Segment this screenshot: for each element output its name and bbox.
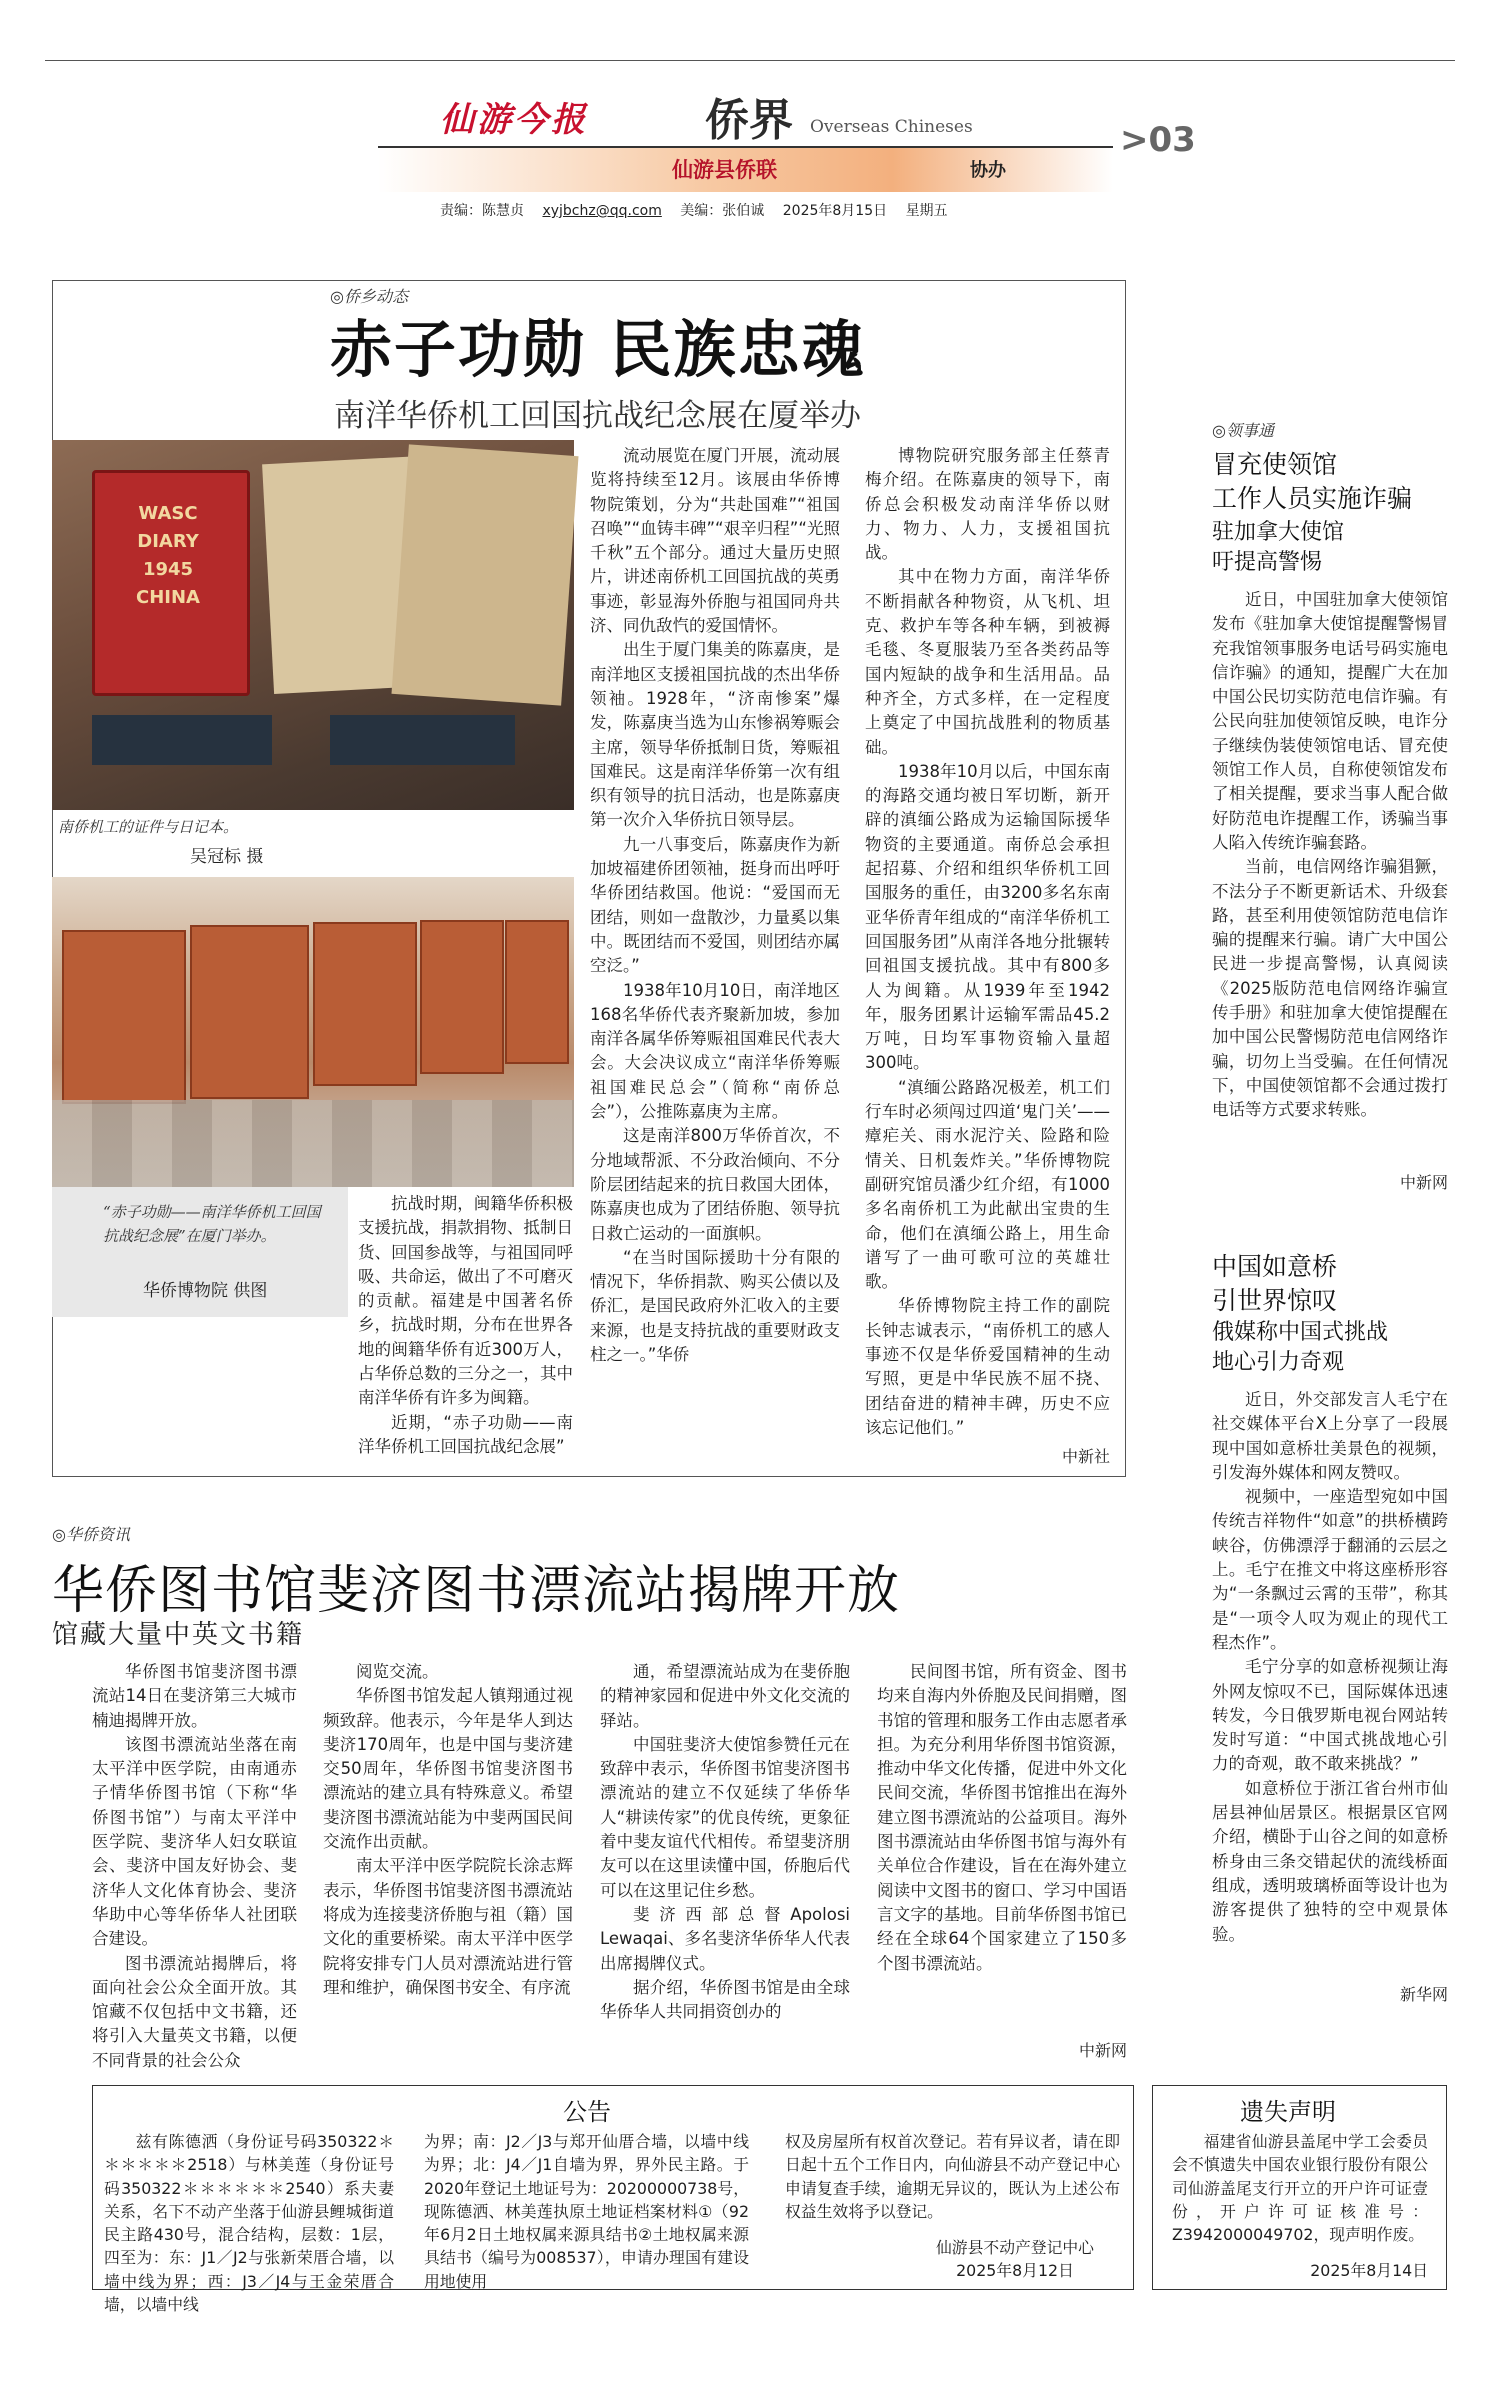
editor-email: xyjbchz@qq.com: [542, 203, 662, 219]
section-title: 侨界: [705, 95, 793, 146]
paragraph: 图书漂流站揭牌后，将面向社会公众全面开放。其馆藏不仅包括中文书籍，还将引入大量英文书籍，以便不同背景的社会公众: [92, 1953, 297, 2070]
paragraph: 当前，电信网络诈骗猖獗，不法分子不断更新话术、升级套路，甚至利用使领馆防范电信诈骗的提醒来行骗。请广大中国公民进一步提高警惕，认真阅读《2025版防范电信网络诈骗宣传手册》和驻加拿大使馆提醒在加中国公民警惕防范电信网络诈骗，切勿上当受骗。在任何情况下，中国使领馆都不会通过拨打电话等方式要求转账。: [1212, 857, 1448, 1120]
article2-rubric: ◎华侨资讯: [52, 1525, 130, 1544]
side2-source: 新华网: [1399, 1985, 1448, 2004]
paragraph: 华侨图书馆发起人镇翔通过视频致辞。他表示，今年是华人到达斐济170周年，也是中国与斐济建交50周年，华侨图书馆斐济图书漂流站的建立具有特殊意义。希望斐济图书漂流站能为中斐两国民间交流作出贡献。: [323, 1686, 573, 1852]
paragraph: 近日，外交部发言人毛宁在社交媒体平台X上分享了一段展现中国如意桥壮美景色的视频，引发海外媒体和网友赞叹。: [1212, 1390, 1448, 1482]
paragraph: 如意桥位于浙江省台州市仙居县神仙居景区。根据景区官网介绍，横卧于山谷之间的如意桥桥身由三条交错起伏的流线桥面组成，透明玻璃桥面等设计也为游客提供了独特的空中观景体验。: [1212, 1778, 1448, 1944]
paragraph: 毛宁分享的如意桥视频让海外网友惊叹不已，国际媒体迅速转发，今日俄罗斯电视台网站转发时写道：“中国式挑战地心引力的奇观，敢不敢来挑战？”: [1212, 1657, 1448, 1774]
paragraph: 视频中，一座造型宛如中国传统吉祥物件“如意”的拱桥横跨峡谷，仿佛漂浮于翻涌的云层之上。毛宁在推文中将这座桥形容为“一条飘过云霄的玉带”，称其是“一项令人叹为观止的现代工程杰作”。: [1212, 1487, 1448, 1652]
paragraph: 中国驻斐济大使馆参赞任元在致辞中表示，华侨图书馆斐济图书漂流站的建立不仅延续了华侨华人“耕读传家”的优良传统，更象征着中斐友谊代代相传。希望斐济朋友可以在这里读懂中国，侨胞后代可以在这里记住乡愁。: [600, 1734, 850, 1900]
exhibit-panel: [505, 920, 569, 1064]
side2-subtitle: 俄媒称中国式挑战 地心引力奇观: [1212, 1320, 1389, 1375]
exhibit-label: [330, 715, 515, 765]
paragraph: 博物院研究服务部主任蔡青梅介绍。在陈嘉庚的领导下，南侨总会积极发动南洋华侨以财力、物力、人力，支援祖国抗战。: [865, 446, 1110, 563]
document-paper: [391, 444, 578, 705]
lost-notice-body: 福建省仙游县盖尾中学工会委员会不慎遗失中国农业银行股份有限公司仙游盖尾支行开立的开户许可证壹份，开户许可证核准号：Z3942000049702，现声明作废。: [1172, 2132, 1428, 2245]
article2-col2: [323, 1660, 573, 2000]
side1-source: 中新网: [1399, 1173, 1448, 1192]
paragraph: 斐济西部总督Apolosi Lewaqai、多名斐济华侨华人代表出席揭牌仪式。: [600, 1904, 850, 1973]
paragraph: 该图书漂流站坐落在南太平洋中医学院，由南通赤子情华侨图书馆（下称“华侨图书馆”）与南太平洋中医学院、斐济华人妇女联谊会、斐济中国友好协会、斐济华人文化体育协会、斐济华助中心等华侨华人社团联合建设。: [92, 1734, 297, 1949]
page-number: >03: [1120, 120, 1196, 160]
exhibit-floor: [52, 1100, 574, 1187]
article1-col2: [590, 444, 840, 1464]
issue-weekday: 星期五: [905, 203, 948, 219]
diary-cover-text: WASC DIARY 1945 CHINA: [136, 503, 200, 608]
notice-col2: 为界；南：J2／J3与郑开仙厝合墙，以墙中线为界；北：J4／J1自墙为界，界外民主路。于2020年登记土地证号为：20200000738号，现陈德洒、林美莲执原土地证档案材料①（92年6月2日土地权属来源具结书②土地权属来源具结书（编号为008537），申请办理国有建设用地使用: [424, 2132, 749, 2291]
page-number-value: 03: [1148, 120, 1196, 160]
exhibit-panel: [62, 930, 186, 1104]
article2-col1: [92, 1660, 297, 2073]
paragraph: 民间图书馆，所有资金、图书均来自海内外侨胞及民间捐赠，图书馆的管理和服务工作由志愿者承担。为充分利用华侨图书馆资源，推动中华文化传播，促进中外文化民间交流，华侨图书馆推出在海外建立图书漂流站的公益项目。海外图书漂流站由华侨图书馆与海外有关单位合作建设，旨在在海外建立阅读中文图书的窗口、学习中国语言文字的基地。目前华侨图书馆已经在全球64个国家建立了150多个图书漂流站。: [877, 1662, 1127, 1973]
paragraph: 出生于厦门集美的陈嘉庚，是南洋地区支援祖国抗战的杰出华侨领袖。1928年，“济南惨案”爆发，陈嘉庚当选为山东惨祸筹赈会主席，领导华侨抵制日货，筹赈祖国难民。这是南洋华侨第一次有组织有领导的抗日活动，也是陈嘉庚第一次介入华侨抗日领导层。: [590, 640, 840, 830]
paragraph: 流动展览在厦门开展，流动展览将持续至12月。该展由华侨博物院策划，分为“共赴国难”“祖国召唤”“血铸丰碑”“艰辛归程”“光照千秋”五个部分。通过大量历史照片，讲述南侨机工回国抗战的英勇事迹，彰显海外侨胞与祖国同舟共济、同仇敌忾的爱国情怀。: [590, 446, 840, 636]
side1-rubric: ◎领事通: [1212, 421, 1274, 440]
article2-title: 华侨图书馆斐济图书漂流站揭牌开放: [52, 1561, 901, 1621]
notice-col3: 权及房屋所有权首次登记。若有异议者，请在即日起十五个工作日内，向仙游县不动产登记中心申请复查手续，逾期无异议的，既认为上述公布权益生效将予以登记。: [785, 2132, 1120, 2221]
article1-col3: [865, 444, 1110, 1444]
paragraph: 通，希望漂流站成为在斐侨胞的精神家园和促进中外文化交流的驿站。: [600, 1662, 850, 1730]
side1-subtitle: 驻加拿大使馆 吁提高警惕: [1212, 520, 1345, 575]
paragraph: 九一八事变后，陈嘉庚作为新加坡福建侨团领袖，挺身而出呼吁华侨团结救国。他说：“爱国而无团结，则如一盘散沙，力量奚以集中。既团结而不爱国，则团结亦属空泛。”: [590, 834, 840, 976]
article1-col1: [358, 1192, 573, 1462]
paragraph: 南太平洋中医学院院长涂志辉表示，华侨图书馆斐济图书漂流站将成为连接斐济侨胞与祖（籍）国文化的重要桥梁。南太平洋中医学院将安排专门人员对漂流站进行管理和维护，确保图书安全、有序流: [323, 1856, 573, 1997]
photo1-caption: 南侨机工的证件与日记本。: [58, 818, 239, 836]
paragraph: 其中在物力方面，南洋华侨不断捐献各种物资，从飞机、坦克、救护车等各种车辆，到被褥毛毯、冬夏服装乃至各类药品等国内短缺的战争和生活用品。品种齐全，方式多样，在一定程度上奠定了中国抗战胜利的物质基础。: [865, 567, 1110, 757]
paragraph: 华侨博物院主持工作的副院长钟志诚表示，“南侨机工的感人事迹不仅是华侨爱国精神的生动写照，更是中华民族不屈不挠、团结奋进的精神丰碑，历史不应该忘记他们。”: [865, 1296, 1110, 1437]
paragraph: 抗战时期，闽籍华侨积极支援抗战，捐款捐物、抵制日货、回国参战等，与祖国同呼吸、共命运，做出了不可磨灭的贡献。福建是中国著名侨乡，抗战时期，分布在世界各地的闽籍华侨有近300万人，占华侨总数的三分之一，其中南洋华侨有许多为闽籍。: [358, 1194, 573, 1408]
notice-title: 公告: [563, 2098, 611, 2126]
article2-col4: [877, 1660, 1127, 1976]
co-organizer-label: 协办: [970, 160, 1006, 181]
side2-title: 中国如意桥 引世界惊叹: [1212, 1252, 1338, 1315]
photo2-credit: 华侨博物院 供图: [143, 1281, 268, 1301]
notice-col1: 兹有陈德洒（身份证号码350322＊＊＊＊＊＊2518）与林美莲（身份证号码350322＊＊＊＊＊＊2540）系夫妻关系，名下不动产坐落于仙游县鲤城街道民主路430号，混合结构，层数：1层，四至为：东：J1／J2与张新荣厝合墙，以墙中线为界；西：J3／J4与王金荣厝合墙，以墙中线: [104, 2132, 394, 2315]
paragraph: 1938年10月10日，南洋地区168名华侨代表齐聚新加坡，参加南洋各属华侨筹赈祖国难民代表大会。大会决议成立“南洋华侨筹赈祖国难民总会”（简称“南侨总会”），公推陈嘉庚为主席。: [590, 980, 840, 1122]
article2-col3: [600, 1660, 850, 2024]
photo1-credit: 吴冠标 摄: [190, 847, 264, 867]
paragraph: 据介绍，华侨图书馆是由全球华侨华人共同捐资创办的: [600, 1977, 850, 2022]
exhibit-label: [92, 715, 272, 765]
paper-name: 仙游今报: [440, 100, 588, 140]
section-title-en: Overseas Chineses: [810, 117, 973, 137]
co-organizer: 仙游县侨联: [672, 158, 777, 182]
issue-date: 2025年8月15日: [782, 203, 888, 219]
lost-notice-title: 遗失声明: [1240, 2098, 1336, 2126]
paragraph: 近期，“赤子功勋——南洋华侨机工回国抗战纪念展”: [358, 1412, 573, 1456]
exhibit-panel: [420, 920, 504, 1074]
paragraph: 阅览交流。: [356, 1662, 439, 1681]
side2-body: [1212, 1388, 1448, 1947]
paragraph: 这是南洋800万华侨首次，不分地域帮派、不分政治倾向、不分阶层团结起来的抗日救国大团体，陈嘉庚也成为了团结侨胞、领导抗日救亡运动的一面旗帜。: [590, 1126, 840, 1243]
editor: 责编：陈慧贞: [440, 203, 524, 219]
side1-title: 冒充使领馆 工作人员实施诈骗: [1212, 450, 1413, 513]
article1-subtitle: 南洋华侨机工回国抗战纪念展在厦举办: [334, 398, 861, 434]
editor-line: [440, 200, 962, 220]
lost-notice-date: 2025年8月14日: [1310, 2261, 1428, 2280]
designer: 美编：张伯诚: [680, 203, 765, 219]
article2-source: 中新网: [1078, 2041, 1127, 2060]
article2-subtitle: 馆藏大量中英文书籍: [52, 1620, 305, 1650]
side1-body: [1212, 588, 1448, 1123]
paragraph: 1938年10月以后，中国东南的海路交通均被日军切断，新开辟的滇缅公路成为运输国际援华物资的主要通道。南侨总会承担起招募、介绍和组织华侨机工回国服务的重任，由3200多名东南亚华侨青年组成的“南洋华侨机工回国服务团”从南洋各地分批辗转回祖国支援抗战。其中有800多人为闽籍。从1939年至1942年，服务团累计运输军需品45.2万吨，日均军事物资输入量超300吨。: [865, 761, 1110, 1073]
paragraph: 近日，中国驻加拿大使领馆发布《驻加拿大使馆提醒警惕冒充我馆领事服务电话号码实施电信诈骗》的通知，提醒广大在加中国公民切实防范电信诈骗。有公民向驻加使领馆反映，电诈分子继续伪装使领馆电话、冒充使领馆工作人员，自称使领馆发布了相关提醒，要求当事人配合做好防范电诈提醒工作，诱骗当事人陷入传统诈骗套路。: [1212, 590, 1448, 852]
paragraph: “在当时国际援助十分有限的情况下，华侨捐款、购买公债以及侨汇，是国民政府外汇收入的主要来源，也是支持抗战的重要财政支柱之一。”华侨: [590, 1247, 840, 1364]
article1-source: 中新社: [1061, 1447, 1110, 1466]
exhibit-panel: [190, 925, 309, 1099]
photo2-caption: “赤子功勋——南洋华侨机工回国抗战纪念展”在厦门举办。: [103, 1203, 321, 1245]
article1-rubric: ◎侨乡动态: [330, 287, 408, 306]
article1-title: 赤子功勋 民族忠魂: [330, 313, 866, 386]
notice-org: 仙游县不动产登记中心: [936, 2238, 1094, 2257]
paragraph: “滇缅公路路况极差，机工们行车时必须闯过四道‘鬼门关’——瘴疟关、雨水泥泞关、险路和险情关、日机轰炸关。”华侨博物院副研究馆员潘少红介绍，有1000多名南侨机工为此献出宝贵的生命，他们在滇缅公路上，用生命谱写了一曲可歌可泣的英雄壮歌。: [865, 1077, 1110, 1292]
paragraph: 华侨图书馆斐济图书漂流站14日在斐济第三大城市楠迪揭牌开放。: [92, 1662, 297, 1730]
notice-date: 2025年8月12日: [956, 2261, 1074, 2280]
top-rule: [45, 60, 1455, 61]
exhibit-panel: [313, 922, 417, 1086]
